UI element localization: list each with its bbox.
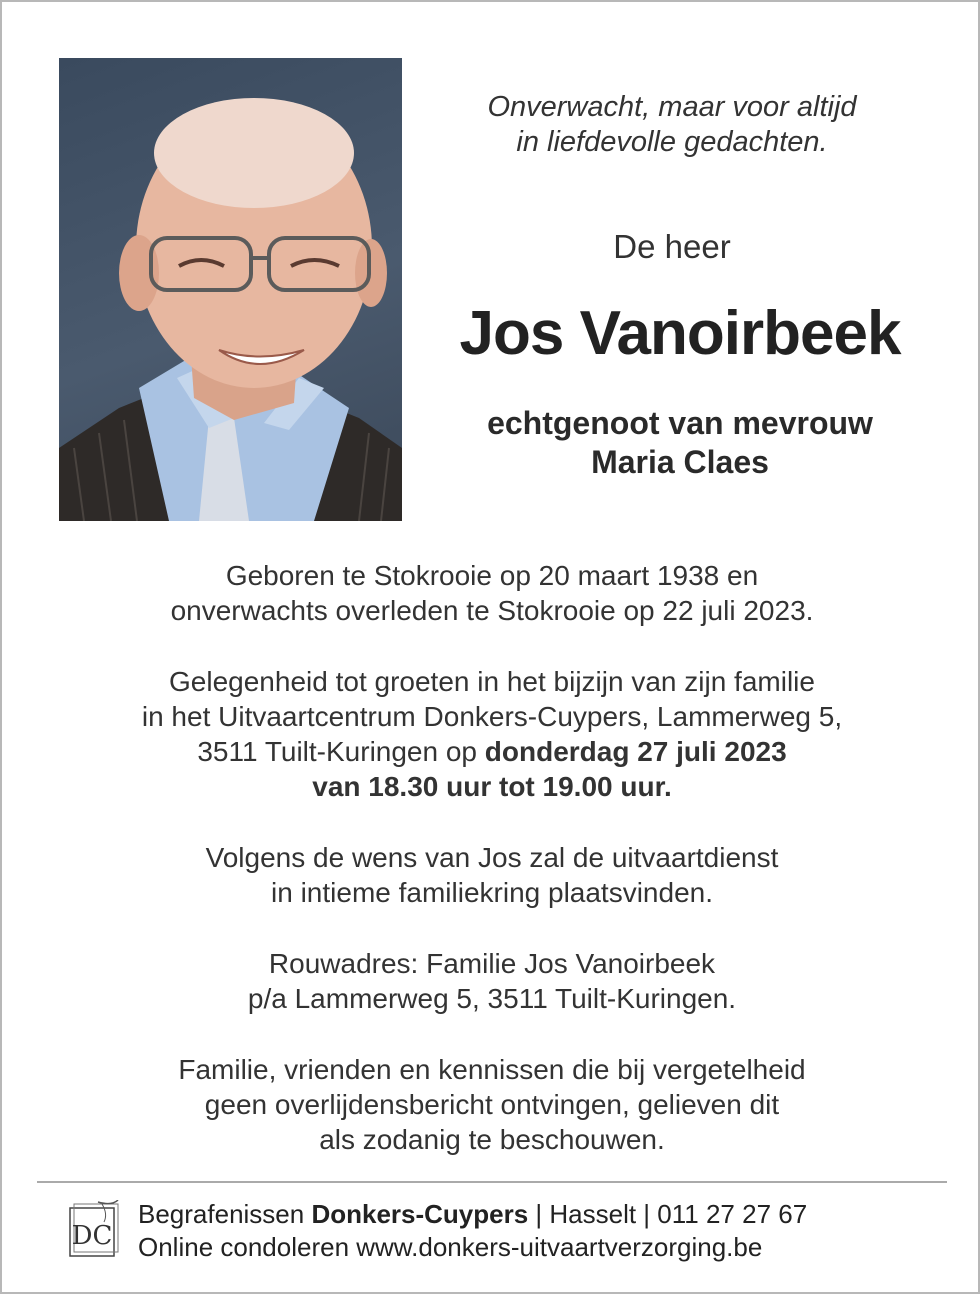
address-line-1: Rouwadres: Familie Jos Vanoirbeek [268,948,716,979]
spouse-line-1: echtgenoot van mevrouw [487,405,873,441]
quote-line-2: in liefdevolle gedachten. [516,126,828,158]
notice-line-1: Familie, vrienden en kennissen die bij vergetelheid [178,1054,806,1085]
salutation: De heer [613,228,731,265]
visitation-line-3 [42,734,942,769]
notice-line-2: geen overlijdensbericht ontvingen, gelieven dit [204,1089,780,1120]
birth-line-1: Geboren te Stokrooie op 20 maart 1938 en [225,560,759,591]
funeral-home-footer [138,1198,958,1264]
service-line-2: in intieme familiekring plaatsvinden. [271,877,713,908]
spouse-info [422,404,938,482]
footer-line-2: Online condoleren www.donkers-uitvaartverzorging.be [138,1232,763,1262]
dc-logo-icon [68,1200,122,1260]
obituary-body [42,558,942,1193]
birth-paragraph [42,558,942,628]
service-line-1: Volgens de wens van Jos zal de uitvaartdienst [205,842,779,873]
footer-contact: | Hasselt | 011 27 27 67 [528,1199,808,1229]
portrait-illustration [59,58,402,521]
birth-line-2: onverwachts overleden te Stokrooie op 22 juli 2023. [170,595,814,626]
notice-paragraph [42,1052,942,1157]
funeral-home-logo [68,1200,122,1260]
portrait-photo [59,58,402,521]
address-line-2: p/a Lammerweg 5, 3511 Tuilt-Kuringen. [247,983,737,1014]
visitation-place: 3511 Tuilt-Kuringen op [197,736,485,767]
visitation-line-1: Gelegenheid tot groeten in het bijzijn van zijn familie [169,666,815,697]
footer-divider [37,1181,947,1183]
quote-line-1: Onverwacht, maar voor altijd [487,91,857,123]
memorial-quote [422,90,922,160]
spouse-line-2: Maria Claes [591,444,769,480]
visitation-line-4 [42,769,942,804]
notice-line-3: als zodanig te beschouwen. [319,1124,665,1155]
deceased-name: Jos Vanoirbeek [459,299,901,368]
funeral-home-name: Donkers-Cuypers [311,1199,529,1229]
footer-line-1 [138,1198,958,1231]
visitation-paragraph [42,664,942,804]
visitation-date: donderdag 27 juli 2023 [484,736,787,767]
visitation-line-2: in het Uitvaartcentrum Donkers-Cuypers, Lammerweg 5, [141,701,843,732]
logo-letters: DC [71,1221,113,1251]
visitation-time: van 18.30 uur tot 19.00 uur. [312,771,672,802]
address-paragraph [42,946,942,1016]
service-paragraph [42,840,942,910]
footer-prefix: Begrafenissen [138,1199,312,1229]
